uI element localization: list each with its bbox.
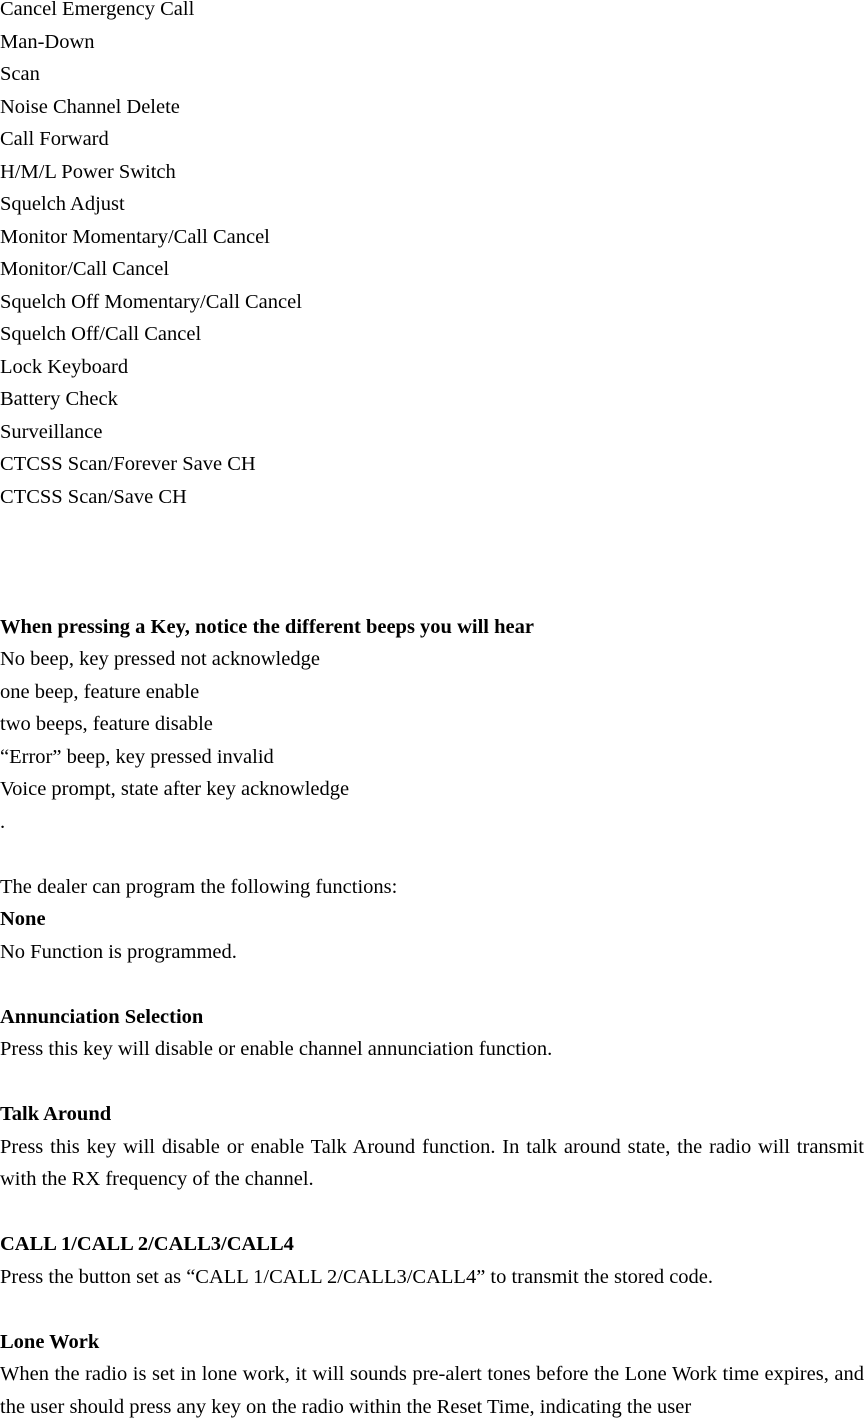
beep-item: “Error” beep, key pressed invalid [0,741,864,774]
beep-item: two beeps, feature disable [0,708,864,741]
beeps-section [0,611,864,839]
section-body: Press the button set as “CALL 1/CALL 2/CALL3/CALL4” to transmit the stored code. [0,1261,864,1294]
list-item: Squelch Off/Call Cancel [0,318,864,351]
dealer-intro: The dealer can program the following functions: [0,871,864,904]
section-talk-around [0,1098,864,1196]
section-body: No Function is programmed. [0,936,864,969]
list-item: Man-Down [0,26,864,59]
spacer [0,968,864,1001]
list-item: Scan [0,58,864,91]
list-item: Monitor/Call Cancel [0,253,864,286]
list-item: Call Forward [0,123,864,156]
section-body: Press this key will disable or enable channel annunciation function. [0,1033,864,1066]
spacer [0,1293,864,1326]
beep-item: No beep, key pressed not acknowledge [0,643,864,676]
list-item: Battery Check [0,383,864,416]
function-list [0,0,864,513]
list-item: H/M/L Power Switch [0,156,864,189]
list-item: Squelch Off Momentary/Call Cancel [0,286,864,319]
list-item: Surveillance [0,416,864,449]
section-title: CALL 1/CALL 2/CALL3/CALL4 [0,1228,864,1261]
section-annunciation [0,1001,864,1066]
list-item: CTCSS Scan/Save CH [0,481,864,514]
section-title: Annunciation Selection [0,1001,864,1034]
list-item: Noise Channel Delete [0,91,864,124]
section-lone-work [0,1326,864,1423]
list-item: Monitor Momentary/Call Cancel [0,221,864,254]
section-body: When the radio is set in lone work, it will sounds pre-alert tones before the Lone Work time expires, and the user should press any key on the radio within the Reset Time, indicating the user [0,1358,864,1423]
beeps-heading: When pressing a Key, notice the different beeps you will hear [0,611,864,644]
beep-item: Voice prompt, state after key acknowledge [0,773,864,806]
spacer [0,513,864,611]
list-item: CTCSS Scan/Forever Save CH [0,448,864,481]
spacer [0,1066,864,1099]
section-title: Lone Work [0,1326,864,1359]
spacer [0,838,864,871]
section-call [0,1228,864,1293]
list-item: Squelch Adjust [0,188,864,221]
beep-item: one beep, feature enable [0,676,864,709]
beep-item: . [0,806,864,839]
section-body: Press this key will disable or enable Talk Around function. In talk around state, the radio will transmit with the RX frequency of the channel. [0,1131,864,1196]
section-title: None [0,903,864,936]
section-none [0,903,864,968]
list-item: Lock Keyboard [0,351,864,384]
section-title: Talk Around [0,1098,864,1131]
spacer [0,1196,864,1229]
list-item: Cancel Emergency Call [0,0,864,26]
